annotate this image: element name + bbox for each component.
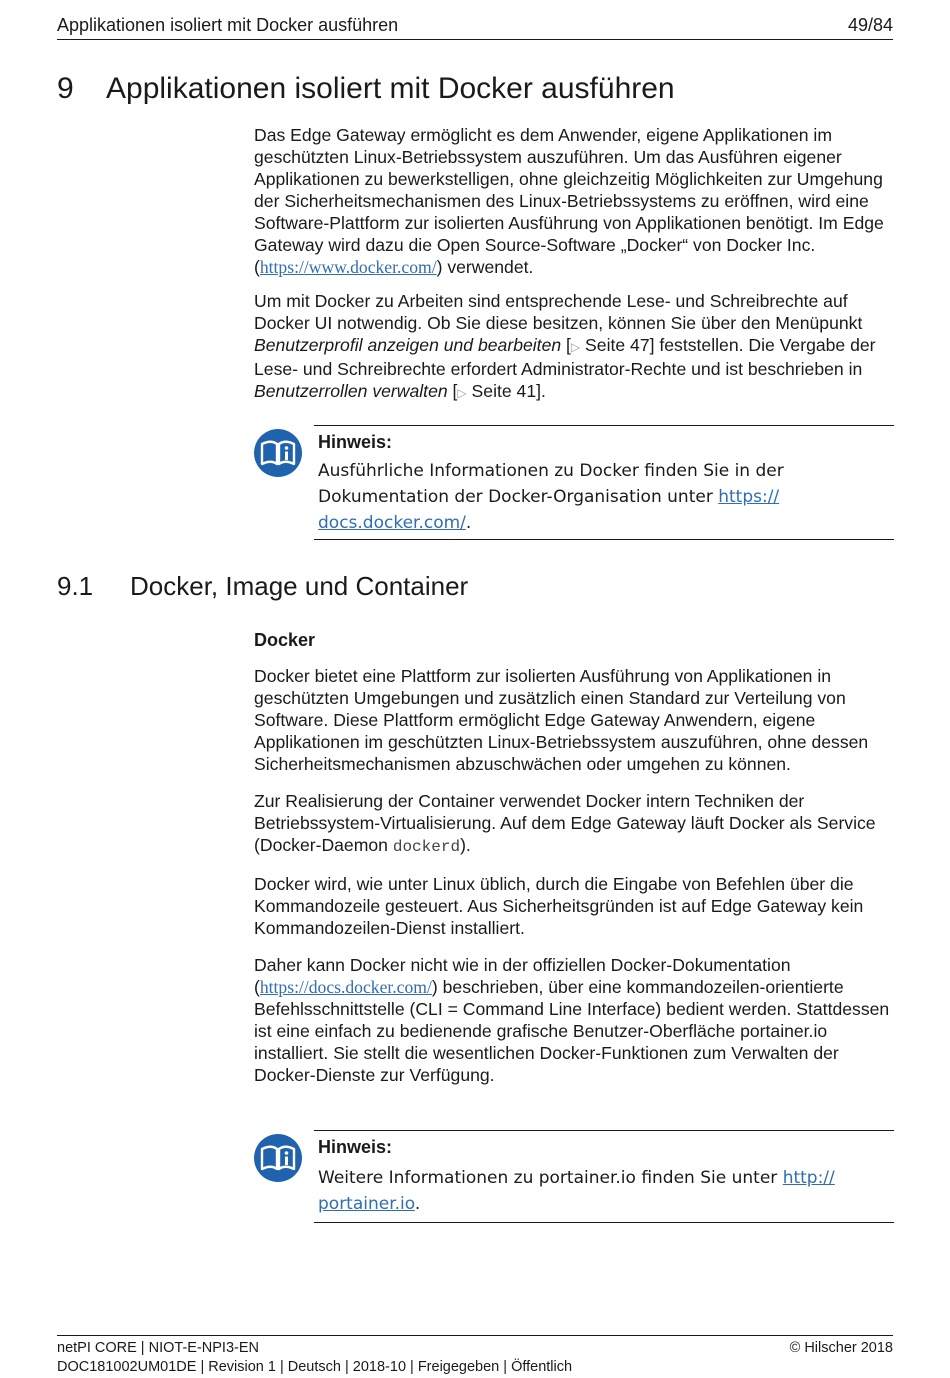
- book-info-icon: [254, 1134, 302, 1182]
- intro-p2-b: feststellen. Die Vergabe der Lese- und Schreibrechte erfordert Administrator-Rechte und ist beschrieben in: [254, 335, 876, 379]
- page-header: [57, 15, 893, 40]
- docker-subheading: Docker: [254, 630, 316, 650]
- dockerd-code: dockerd: [392, 838, 461, 856]
- note-bottom-rule: [314, 539, 894, 540]
- footer-copyright: © Hilscher 2018: [789, 1340, 893, 1356]
- intro-p2-c: .: [541, 381, 546, 401]
- note-box-1: [254, 425, 894, 540]
- book-info-icon: [254, 429, 302, 477]
- docker-p4-b: ) beschrieben, über eine kommandozeilen-orientierte Befehlsschnittstelle (CLI = Command Line Interface) bedient werden. Stattdessen ist eine einfach zu bedienende grafische Benutzer-Oberfläche portainer.io installiert. Sie stellt die wesentlichen Docker-Funktionen zum Verwalten der Docker-Dienste zur Verfügung.: [254, 977, 890, 1085]
- chapter-number: 9: [57, 72, 74, 105]
- docker-section-text: [254, 629, 904, 1086]
- intro-text: [254, 124, 904, 404]
- intro-p2-a: Um mit Docker zu Arbeiten sind entsprechende Lese- und Schreibrechte auf Docker UI notwendig. Ob Sie diese besitzen, können Sie über den Menüpunkt: [254, 291, 863, 333]
- page-footer: [57, 1335, 893, 1377]
- docker-p4-a: Daher kann Docker nicht wie in der offiziellen Docker-Dokumentation (: [254, 955, 791, 997]
- footer-doc-info: DOC181002UM01DE | Revision 1 | Deutsch | 2018-10 | Freigegeben | Öffentlich: [57, 1359, 573, 1375]
- section-heading: [57, 571, 468, 602]
- docker-p2-a: Zur Realisierung der Container verwendet Docker intern Techniken der Betriebssystem-Virtualisierung. Auf dem Edge Gateway läuft Docker als Service (Docker-Daemon: [254, 791, 876, 855]
- note-text: [318, 458, 788, 536]
- note-box-2: [254, 1130, 894, 1223]
- portainer-link[interactable]: http://portainer.io: [318, 1168, 835, 1214]
- intro-paragraph-2: Um mit Docker zu Arbeiten sind entsprechende Lese- und Schreibrechte auf Docker UI notwendig. Ob Sie diese besitzen, können Sie über den Menüpunkt Benutzerprofil anzeigen und bearbeiten [▷ Seite 47] feststellen. Die Vergabe der Lese- und Schreibrechte erfordert Administrator-Rechte und ist beschrieben in Benutzerrollen verwalten [▷ Seite 41].: [254, 291, 876, 401]
- docker-paragraph-3: Docker wird, wie unter Linux üblich, durch die Eingabe von Befehlen über die Kommandozeile gesteuert. Aus Sicherheitsgründen ist auf Edge Gateway kein Kommandozeilen-Dienst installiert.: [254, 874, 864, 938]
- note-text-body: Weitere Informationen zu portainer.io finden Sie unter: [318, 1168, 783, 1188]
- docker-paragraph-1: Docker bietet eine Plattform zur isolierten Ausführung von Applikationen in geschützten Umgebungen und zusätzlich einen Standard zur Verteilung von Software. Diese Plattform ermöglicht Edge Gateway Anwendern, eigene Applikationen im geschützten Linux-Betriebssystem auszuführen, ohne dessen Sicherheitsmechanismen abzuschwächen oder umgehen zu können.: [254, 666, 869, 774]
- docker-website-link[interactable]: https://www.docker.com/: [259, 257, 437, 277]
- intro-paragraph-1: [254, 124, 904, 278]
- note-text-end: .: [414, 1194, 421, 1214]
- docker-p2-b: ).: [460, 835, 471, 855]
- note-title: Hinweis:: [318, 1137, 393, 1157]
- note-text-body: Ausführliche Informationen zu Docker finden Sie in der Dokumentation der Docker-Organisation unter: [318, 461, 784, 507]
- header-title: Applikationen isoliert mit Docker ausführen: [57, 15, 399, 35]
- docker-docs-link-2[interactable]: https://docs.docker.com/: [259, 977, 432, 997]
- xref-user-roles[interactable]: Benutzerrollen verwalten: [254, 381, 448, 401]
- page-number: 49/84: [847, 15, 893, 35]
- footer-product: netPI CORE | NIOT-E-NPI3-EN: [57, 1340, 259, 1356]
- intro-p1-text: Das Edge Gateway ermöglicht es dem Anwender, eigene Applikationen im geschützten Linux-Betriebssystem auszuführen. Um das Ausführen eigener Applikationen zu bewerkstelligen, ohne gleichzeitig Möglichkeiten zur Umgehung der Sicherheitsmechanismen des Linux-Betriebssystems zu eröffnen, wird eine Software-Plattform zur isolierten Ausführung von Applikationen benötigt. Im Edge Gateway wird dazu die Open Source-Software „Docker“ von Docker Inc. (: [254, 125, 884, 277]
- xref-page-47[interactable]: Seite 47: [585, 335, 650, 355]
- xref-user-profile[interactable]: Benutzerprofil anzeigen und bearbeiten: [254, 335, 562, 355]
- docker-paragraph-2: [254, 790, 904, 858]
- note-text-end: .: [465, 513, 472, 533]
- section-number: 9.1: [57, 571, 94, 601]
- section-title: Docker, Image und Container: [130, 571, 469, 601]
- chapter-title: Applikationen isoliert mit Docker ausführen: [106, 72, 675, 105]
- xref-page-41[interactable]: Seite 41: [471, 381, 537, 401]
- note-top-rule: [314, 425, 894, 426]
- note-title: Hinweis:: [318, 432, 393, 452]
- triangle-right-icon: ▷: [570, 340, 581, 354]
- note-text: [318, 1165, 838, 1217]
- intro-p1-end: ) verwendet.: [436, 257, 534, 277]
- note-bottom-rule: [314, 1222, 894, 1223]
- note-top-rule: [314, 1130, 894, 1131]
- docker-paragraph-4: [254, 954, 904, 1086]
- docker-docs-link[interactable]: https://docs.docker.com/: [318, 487, 780, 533]
- triangle-right-icon: ▷: [457, 386, 467, 400]
- chapter-heading: [57, 72, 675, 106]
